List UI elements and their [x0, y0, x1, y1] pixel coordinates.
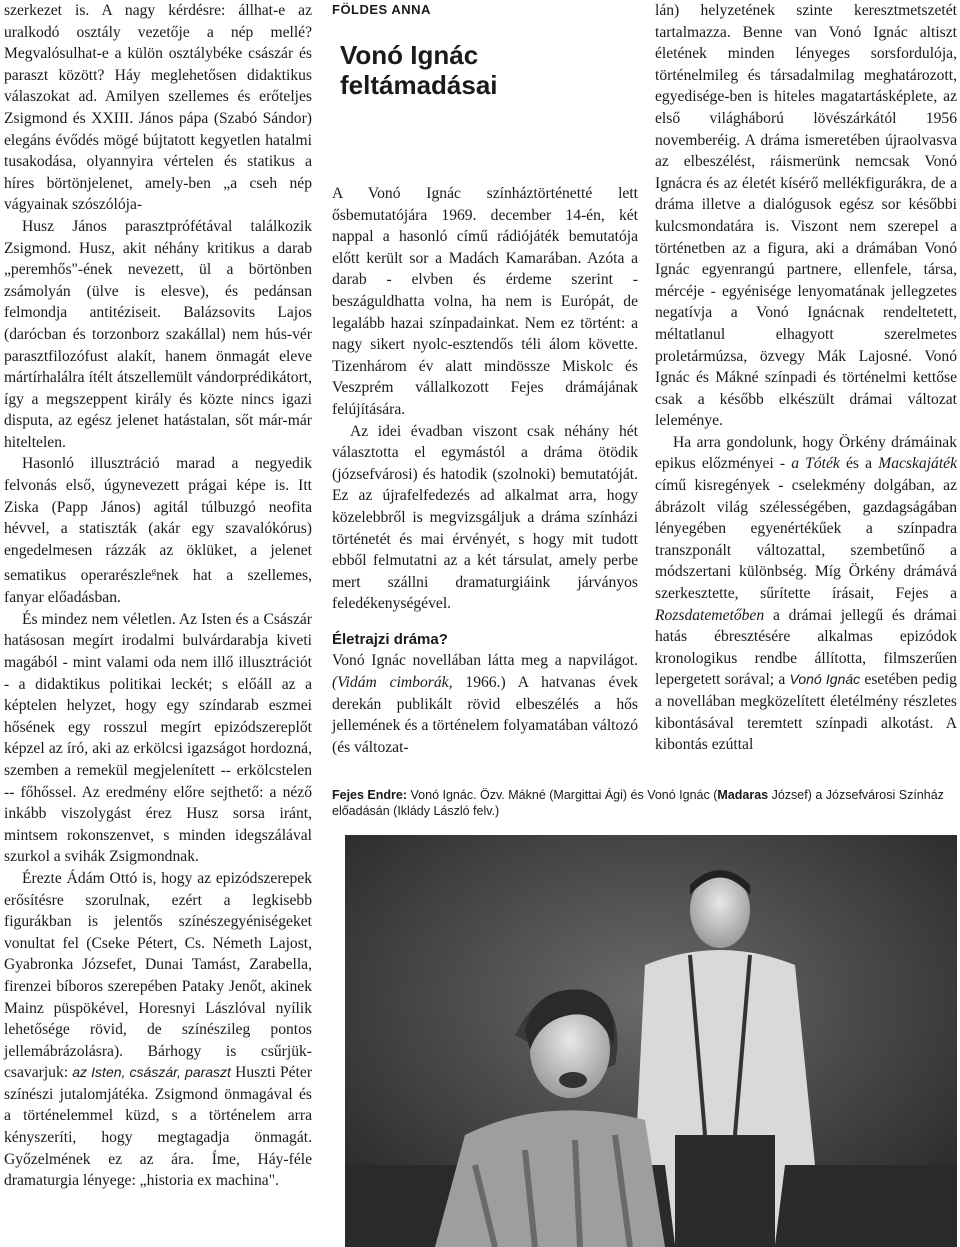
stage-photo — [345, 835, 957, 1247]
article-column-3 — [655, 0, 957, 756]
paragraph: Az idei évadban viszont csak néhány hét választotta el egymástól a dráma ötödik (józsefvárosi) és hatodik (szolnoki) bemutatóját. Ez az újrafelfedezés ad alkalmat arra, hogy közelebbről is megvizsgáljuk a dráma színházi történetét és mai érvényét, s hogy mit tudott ebből felmutatni az a két társulat, amely perbe mert szállni dramaturgiáink járványos feledékenységével. — [332, 422, 638, 613]
stage-photo-image — [345, 835, 957, 1247]
paragraph: szerkezet is. A nagy kérdésre: állhat-e az uralkodó osztály vezetője a nép mellé? Megvalósulhat-e a külön osztálybéke császár és paraszt között? Háy meglehetősen didaktikus válaszokat ad. Amilyen szellemes és erőteljes Zsigmond és XXIII. János pápa (Szabó Sándor) elegáns évődés mögé bújtatott kegyetlen hatalmi tusakodása, olyannyira vértelen és statikus a híres börtönjelenet, amely-ben „a cseh nép vágyainak szószólója- — [4, 2, 312, 214]
section-heading: Életrajzi dráma? — [332, 630, 448, 648]
article-column-1 — [4, 0, 312, 1192]
paragraph: Vonó Ignác novellában látta meg a napvilágot. (Vidám cimborák, 1966.) A hatvanas évek derekán publikált rövid elbeszélés a hős jellemének és a történelem folyamatában változó (és változat- — [332, 652, 638, 756]
paragraph: Hasonló illusztráció marad a negyedik felvonás első, úgynevezett prágai képe is. Itt Ziska (Papp János) agitál túlbuzgó neofita hévvel, a statiszták (akár egy szavalókórus) engedelmesen rázzák az öklüket, a jelenet sematikus operarészle$^g$nek hat a szellemes, fanyar előadásban. — [4, 455, 312, 607]
article-column-2 — [332, 183, 638, 758]
paragraph: Husz János parasztprófétával találkozik Zsigmond. Husz, akit néhány kritikus a darab „peremhős"-ének nevezett, ül a börtönben zsámolyán (ülve is elesve), és pedánsan felmondja antitéziseit. Balázsovits Lajos (darócban és torzonborz szakállal) nem hús-vér parasztfilozófust alakít, hanem önmagát eleve mártírhalálra ítélt átszellemült vándorprédikátort, így a megszeppent király és közte nincs igazi disputa, az egész jelenet hatástalan, sőt már-már hiteltelen. — [4, 217, 312, 451]
article-author: FÖLDES ANNA — [332, 2, 431, 17]
paragraph: És mindez nem véletlen. Az Isten és a Császár hatásosan megírt irodalmi bulvárdarabja kiveti magából - mint valami oda nem illő illusztrációt - a didaktikus politikai leckét; s előáll az a képtelen helyzet, hogy egy színdarab eszmei hősének egy rosszul megírt epizódszereplőt képzel az író, aki az erkölcsi igazságot hordozná, szemben a remekül megjelenített -- erkölcstelen -- főhőssel. Az eredmény előre sejthető: a néző inkább viszolygást érez Husz sorsa iránt, mintsem rokonszenvet, s minden idegszálával szurkol a svihák Zsigmondnak. — [4, 610, 312, 866]
paragraph: lán) helyzetének szinte keresztmetszetét tartalmazza. Benne van Vonó Ignác altiszt életének minden lényeges sorsfordulója, történelmileg és társadalmilag meghatározott, egyedisége-ben is hiteles magatartásképlete, az első világháború lövészárkától 1956 novemberéig. A dráma ismeretében újraolvasva az elbeszélést, ráismerünk nemcsak Vonó Ignácra és az életét kísérő mellékfigurákra, de a dráma illetve a dialógusok egész sor későbbi kulcsmondatára is. Viszont nem szerepel a történetben az a figura, aki a drámában Vonó Ignác egyenrangú partnere, ellenfele, társa, mércéje - egyénisége lenyomatának jellegzetes negatívja a Vonó Ignácnak rendeltetett, méltatlanul elhagyott szerelmetes proletármúzsa, özvegy Mák Lajosné. Vonó Ignác és Mákné színpadi és történelmi kettőse csak a később elkészült drámai változat leleménye. — [655, 2, 957, 430]
play-title: az Isten, császár, paraszt — [72, 1064, 231, 1081]
photo-caption: Fejes Endre: Vonó Ignác. Özv. Mákné (Margittai Ági) és Vonó Ignác (Madaras József) a Józsefvárosi Színház előadásán (Iklády László felv.) — [332, 788, 944, 818]
paragraph: Ha arra gondolunk, hogy Örkény drámáinak epikus előzményei - a Tóték és a Macskajáték című kisregények - cselekmény dolgában, az ábrázolt világ szélességében, gazdagságában lényegében egyenértékűek a színpadra transzponált változattal, szembetűnő a módszertani különbség. Míg Örkény drámává szerkesztette, sűrítette írásait, Fejes a Rozsdatemetőben a drámai jellegű és drámai hatás ébresztésére alkalmas epizódok kronologikus rendbe állította, filmszerűen lepergetett sorával; a Vonó Ignác esetében pedig a novellában megközelített életélmény részletes kibontásával teremtett színpadi alkotást. A kibontás ezúttal — [655, 433, 958, 754]
article-title: Vonó Ignác feltámadásai — [340, 40, 498, 100]
paragraph: Érezte Ádám Ottó is, hogy az epizódszerepek erősítésre szorulnak, ezért a legkisebb figurákban is jelentős színészegyéniségeket vonultat fel (Cseke Pétert, Cs. Németh Lajost, Gyabronka Józsefet, Dunai Tamást, Zarabella, firenzei bíboros szerepében Pataky Jenőt, akinek Mainz püspökével, Horesnyi Lászlóval nyílik lehetősége rövid, de színészileg pontos jellemábrázolásra). Bárhogy is csűrjük-csavarjuk: az Isten, császár, paraszt Huszti Péter színészi jutalomjátéka. Zsigmond önmagával és a történelemmel küzd, s a történelem arra kényszeríti, hogy megtagadja önmagát. Győzelmének ez az ára. Íme, Háy-féle dramaturgia lényege: „historia ex machina". — [4, 869, 313, 1190]
paragraph: A Vonó Ignác színháztörténetté lett ősbemutatójára 1969. december 14-én, két nappal a hasonló című rádiójáték bemutatója előtt került sor a Madách Kamarában. Azóta a darab - elvben és érdeme szerint - beszáguldhatta volna, ha nem is Európát, de legalább hazai színpadainkat. Nem ez történt: a nagy sikert nyolc-esztendős téli álom követte. Tizenhárom év alatt mindössze Miskolc és Veszprém vállalkozott Fejes drámájának felújítására. — [332, 185, 638, 418]
